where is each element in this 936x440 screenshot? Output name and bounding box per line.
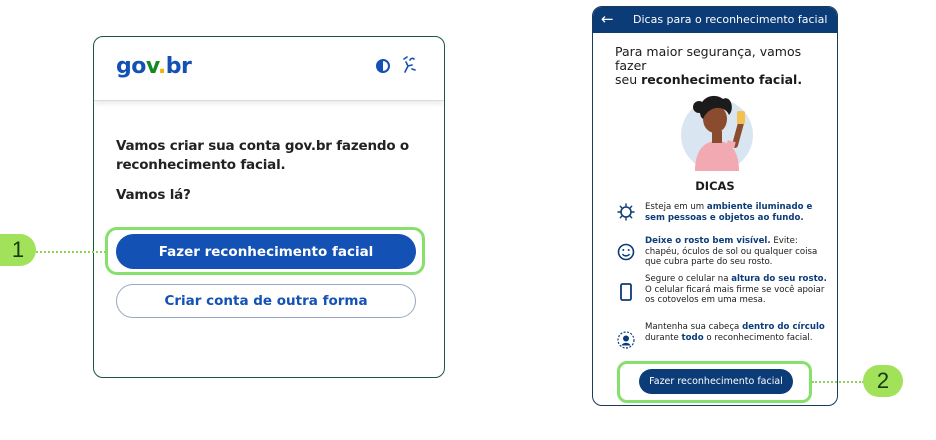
tip-text-bold: todo (681, 332, 704, 343)
logo-letter: b (165, 54, 182, 79)
app-bar (593, 7, 837, 33)
step-marker-2: 2 (863, 365, 903, 397)
callout-line-1 (36, 251, 106, 253)
phone-icon (617, 283, 635, 301)
intro-line-1: Para maior segurança, vamos fazer (615, 44, 802, 73)
tip-text-part: o reconhecimento facial. (703, 332, 813, 343)
tip-text-part: Esteja em um (645, 202, 707, 212)
app-bar-title: Dicas para o reconhecimento facial (633, 13, 828, 26)
govbr-logo[interactable] (116, 54, 191, 79)
tips-screen (592, 6, 838, 406)
tips-section-title: DICAS (695, 179, 735, 193)
login-card (93, 36, 445, 378)
woman-selfie-illustration (665, 79, 765, 179)
tip-text-bold: dentro do círculo (742, 322, 825, 332)
face-circle-icon (617, 331, 635, 349)
tip-text-bold: altura do seu rosto. (731, 274, 827, 284)
logo-letter: . (157, 54, 166, 79)
intro-prompt: Vamos lá? (116, 187, 191, 203)
callout-line-2 (812, 381, 864, 383)
tip-text-bold: Deixe o rosto bem visível. (645, 236, 771, 246)
contrast-icon[interactable] (376, 59, 390, 73)
intro-line-2-bold: reconhecimento facial. (641, 72, 803, 87)
step-marker-1: 1 (0, 234, 36, 266)
back-arrow-icon[interactable]: ← (601, 10, 614, 28)
facial-recognition-button-2[interactable]: Fazer reconhecimento facial (639, 369, 793, 394)
smiley-icon (617, 243, 635, 261)
intro-message: Vamos criar sua conta gov.br fazendo o reconhecimento facial. (116, 138, 409, 173)
tip-lighting (645, 202, 833, 223)
tip-text-part: Mantenha sua cabeça (645, 322, 743, 332)
tip-text-part: O celular ficará mais firme se você apoiar os cotovelos em uma mesa. (645, 284, 825, 305)
logo-letter: r (181, 54, 192, 79)
tip-face-visible (645, 236, 833, 268)
logo-letter: g (116, 54, 132, 79)
accessibility-hand-icon[interactable] (401, 56, 417, 74)
card-header (94, 37, 444, 101)
create-account-other-way-button[interactable]: Criar conta de outra forma (116, 284, 416, 318)
tip-text-part: Segure o celular na (645, 274, 732, 284)
logo-letter: v (145, 54, 158, 79)
facial-recognition-button[interactable]: Fazer reconhecimento facial (116, 234, 416, 269)
tip-phone-height (645, 274, 833, 306)
tip-text-bold: ambiente iluminado e sem pessoas e objetos ao fundo. (645, 202, 813, 223)
intro-line-2: seu (615, 72, 642, 87)
tip-text-part: Evite: chapéu, óculos de sol ou qualquer coisa que cubra parte do seu rosto. (645, 236, 818, 267)
tip-head-in-circle (645, 322, 833, 343)
sun-icon (617, 203, 635, 221)
tip-text-part: durante (645, 332, 682, 343)
logo-letter: o (131, 54, 146, 79)
